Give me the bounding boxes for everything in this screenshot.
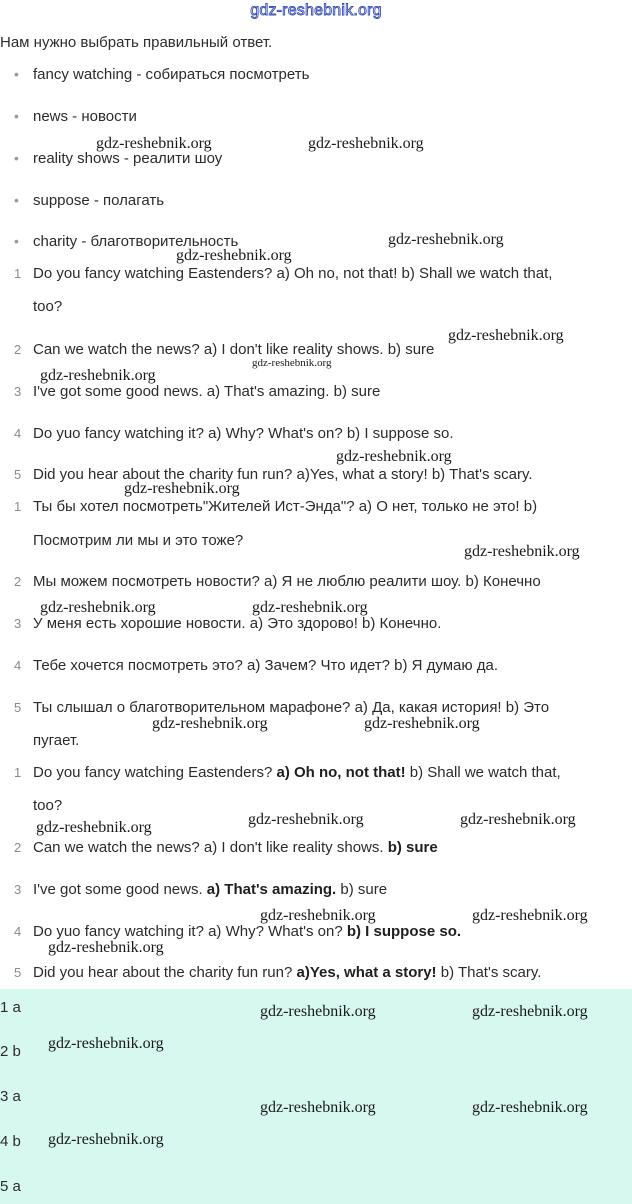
item-number: 4 [14, 426, 22, 441]
translation: Ты бы хотел посмотреть"Жителей Ист-Энда"? а) О нет, только не это! b) [33, 498, 538, 515]
item-number: 2 [14, 574, 22, 589]
watermark-text: gdz-reshebnik.org [472, 1099, 588, 1116]
bullet: • [14, 192, 19, 208]
answer-item: 3 a [0, 1088, 21, 1105]
watermark-text: gdz-reshebnik.org [460, 811, 576, 828]
sentence-text: Do you fancy watching Eastenders? [33, 764, 277, 781]
sentence: Can we watch the news? a) I don't like reality shows. b) sure [33, 341, 435, 358]
translation: Мы можем посмотреть новости? а) Я не люблю реалити шоу. b) Конечно [33, 573, 541, 590]
watermark-text: gdz-reshebnik.org [448, 327, 564, 344]
sentence-text: I've got some good news. [33, 881, 207, 898]
sentence-text: b) sure [336, 881, 388, 898]
sentence-text: Did you hear about the charity fun run? [33, 964, 297, 981]
sentence: Did you hear about the charity fun run? a)Yes, what a story! b) That's scary. [33, 466, 533, 483]
watermark-text: gdz-reshebnik.org [36, 819, 152, 836]
translation: Тебе хочется посмотреть это? а) Зачем? Что идет? b) Я думаю да. [33, 657, 499, 674]
answer-item: 5 a [0, 1178, 21, 1195]
bullet: • [14, 108, 19, 124]
vocab-item: reality shows - реалити шоу [33, 150, 223, 167]
watermark-text: gdz-reshebnik.org [48, 939, 164, 956]
item-number: 3 [14, 616, 22, 631]
correct-answer: a) Oh no, not that! [276, 764, 406, 781]
marked-sentence [33, 839, 438, 856]
bullet: • [14, 233, 19, 249]
watermark-text: gdz-reshebnik.org [48, 1035, 164, 1052]
watermark-text: gdz-reshebnik.org [260, 1003, 376, 1020]
watermark-text: gdz-reshebnik.org [388, 231, 504, 248]
item-number: 2 [14, 840, 22, 855]
item-number: 3 [14, 384, 22, 399]
watermark-text: gdz-reshebnik.org [248, 811, 364, 828]
item-number: 3 [14, 882, 22, 897]
correct-answer: a) That's amazing. [206, 881, 337, 898]
site-header-logo[interactable]: gdz-reshebnik.org [250, 2, 382, 19]
marked-sentence [33, 881, 387, 898]
watermark-text: gdz-reshebnik.org [48, 1131, 164, 1148]
correct-answer: b) I suppose so. [346, 923, 462, 940]
correct-answer: b) sure [387, 839, 438, 856]
answer-item: 1 a [0, 999, 21, 1016]
watermark-text: gdz-reshebnik.org [336, 448, 452, 465]
intro-text: Нам нужно выбрать правильный ответ. [0, 34, 273, 51]
sentence-text: Can we watch the news? a) I don't like reality shows. [33, 839, 388, 856]
answer-item: 4 b [0, 1133, 21, 1150]
sentence: I've got some good news. a) That's amazing. b) sure [33, 383, 381, 400]
sentence-text: Do yuo fancy watching it? a) Why? What's on? [33, 923, 347, 940]
sentence-continuation: too? [33, 298, 63, 315]
item-number: 5 [14, 965, 22, 980]
correct-answer: a)Yes, what a story! [296, 964, 437, 981]
watermark-text: gdz-reshebnik.org [176, 247, 292, 264]
sentence-continuation: too? [33, 797, 63, 814]
item-number: 2 [14, 342, 22, 357]
answer-item: 2 b [0, 1043, 21, 1060]
bullet: • [14, 150, 19, 166]
bullet: • [14, 66, 19, 82]
watermark-text: gdz-reshebnik.org [464, 543, 580, 560]
translation-continuation: пугает. [33, 732, 80, 749]
sentence: Do you fancy watching Eastenders? a) Oh no, not that! b) Shall we watch that, [33, 265, 553, 282]
watermark-text: gdz-reshebnik.org [96, 135, 212, 152]
vocab-item: news - новости [33, 108, 137, 125]
item-number: 5 [14, 467, 22, 482]
translation-continuation: Посмотрим ли мы и это тоже? [33, 532, 244, 549]
sentence-text: b) Shall we watch that, [405, 764, 561, 781]
watermark-text: gdz-reshebnik.org [308, 135, 424, 152]
answer-box [0, 989, 632, 1204]
vocab-item: suppose - полагать [33, 192, 165, 209]
item-number: 5 [14, 700, 22, 715]
translation: Ты слышал о благотворительном марафоне? а) Да, какая история! b) Это [33, 699, 550, 716]
watermark-text: gdz-reshebnik.org [252, 599, 368, 616]
vocab-item: charity - благотворительность [33, 233, 239, 250]
sentence: Do yuo fancy watching it? a) Why? What's on? b) I suppose so. [33, 425, 454, 442]
watermark-text: gdz-reshebnik.org [124, 480, 240, 497]
watermark-text: gdz-reshebnik.org [40, 367, 156, 384]
marked-sentence [33, 923, 461, 940]
item-number: 4 [14, 658, 22, 673]
watermark-text: gdz-reshebnik.org [260, 1099, 376, 1116]
watermark-text: gdz-reshebnik.org [472, 1003, 588, 1020]
vocab-item: fancy watching - собираться посмотреть [33, 66, 310, 83]
watermark-text: gdz-reshebnik.org [364, 715, 480, 732]
sentence-text: b) That's scary. [436, 964, 542, 981]
marked-sentence [33, 764, 561, 781]
watermark-text: gdz-reshebnik.org [472, 907, 588, 924]
translation: У меня есть хорошие новости. а) Это здорово! b) Конечно. [33, 615, 442, 632]
marked-sentence [33, 964, 541, 981]
item-number: 1 [14, 765, 22, 780]
watermark-text: gdz-reshebnik.org [40, 599, 156, 616]
watermark-text: gdz-reshebnik.org [260, 907, 376, 924]
item-number: 1 [14, 499, 22, 514]
watermark-text: gdz-reshebnik.org [252, 357, 332, 369]
item-number: 1 [14, 266, 22, 281]
item-number: 4 [14, 924, 22, 939]
watermark-text: gdz-reshebnik.org [152, 715, 268, 732]
